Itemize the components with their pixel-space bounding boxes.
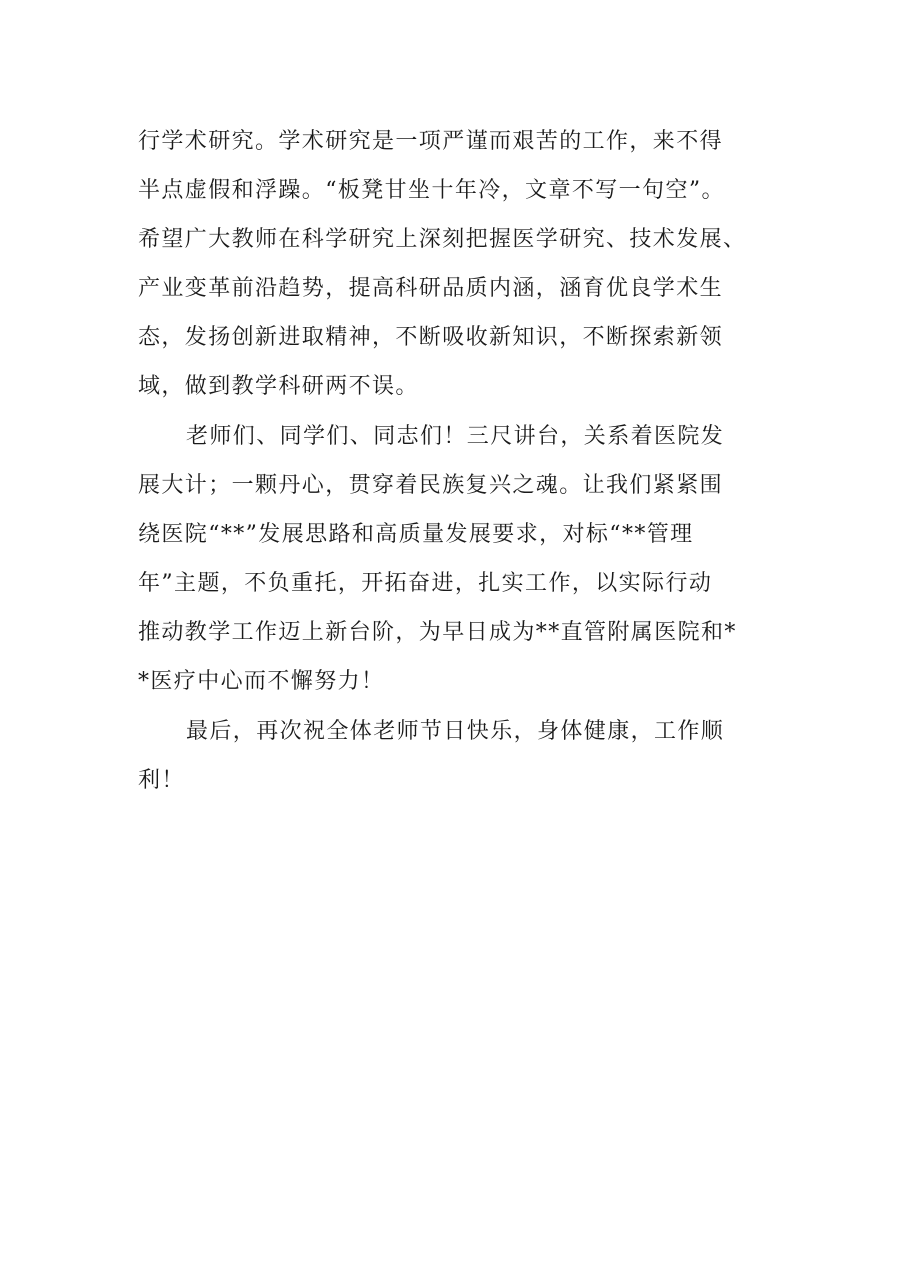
- paragraph-1-line-3: 希望广大教师在科学研究上深刻把握医学研究、技术发展、: [138, 227, 747, 252]
- paragraph-3-line-1: 最后，再次祝全体老师节日快乐，身体健康，工作顺: [186, 719, 725, 744]
- paragraph-2-line-4: 年”主题，不负重托，开拓奋进，扎实工作，以实际行动: [138, 571, 713, 596]
- paragraph-1-line-1: 行学术研究。学术研究是一项严谨而艰苦的工作，来不得: [138, 129, 724, 154]
- paragraph-2-line-2: 展大计；一颗丹心，贯穿着民族复兴之魂。让我们紧紧围: [138, 473, 724, 498]
- paragraph-2-line-1: 老师们、同学们、同志们！三尺讲台，关系着医院发: [186, 424, 725, 449]
- paragraph-2-line-6: *医疗中心而不懈努力！: [138, 669, 385, 694]
- paragraph-2-line-3: 绕医院“**”发展思路和高质量发展要求，对标“**管理: [138, 522, 694, 547]
- paragraph-1-line-6: 域，做到教学科研两不误。: [138, 374, 419, 399]
- paragraph-2-line-5: 推动教学工作迈上新台阶，为早日成为**直管附属医院和*: [138, 620, 737, 645]
- paragraph-1-line-2: 半点虚假和浮躁。“板凳甘坐十年冷，文章不写一句空”。: [138, 178, 725, 203]
- paragraph-3-line-2: 利！: [138, 768, 185, 793]
- paragraph-1-line-5: 态，发扬创新进取精神，不断吸收新知识，不断探索新领: [138, 325, 724, 350]
- paragraph-1-line-4: 产业变革前沿趋势，提高科研品质内涵，涵育优良学术生: [138, 276, 724, 301]
